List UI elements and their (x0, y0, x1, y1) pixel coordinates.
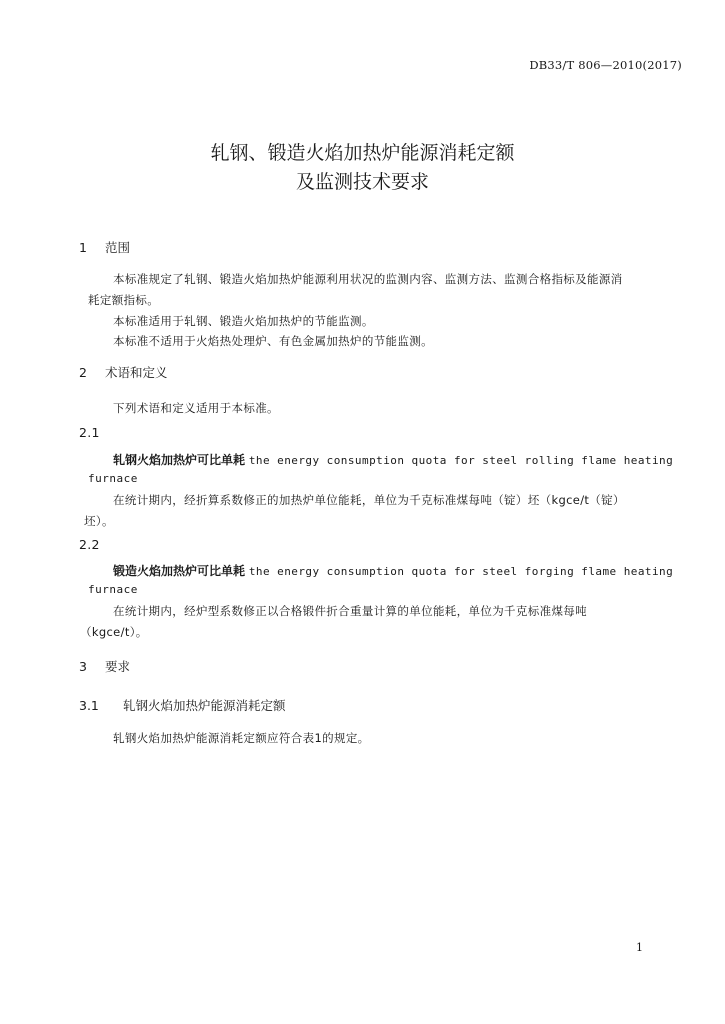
scope-paragraph-2: 本标准适用于轧钢、锻造火焰加热炉的节能监测。 (113, 314, 374, 328)
section-number: 3 (79, 659, 87, 674)
requirement-3-1-text: 轧钢火焰加热炉能源消耗定额应符合表1的规定。 (113, 731, 370, 745)
definition-2-1-line2: 坯）。 (84, 514, 114, 528)
page-number: 1 (636, 941, 643, 954)
section-title: 要求 (105, 659, 131, 674)
subsection-2-2-number: 2.2 (79, 537, 100, 552)
section-number: 2 (79, 365, 87, 380)
definition-2-1-line1: 在统计期内，经折算系数修正的加热炉单位能耗，单位为千克标准煤每吨（锭）坯（kgce/t（锭） (113, 493, 625, 507)
term-chinese: 锻造火焰加热炉可比单耗 (113, 564, 246, 578)
scope-paragraph-3: 本标准不适用于火焰热处理炉、有色金属加热炉的节能监测。 (113, 334, 433, 348)
term-chinese: 轧钢火焰加热炉可比单耗 (113, 453, 246, 467)
term-english: the energy consumption quota for steel forging flame heating (248, 565, 674, 578)
term-2-1-line1 (113, 451, 673, 468)
section-number: 1 (79, 240, 87, 255)
section-3-heading (79, 657, 130, 675)
term-2-1-line2: furnace (88, 472, 138, 485)
section-title: 术语和定义 (105, 365, 168, 380)
term-2-2-line1 (113, 562, 673, 579)
subsection-title: 轧钢火焰加热炉能源消耗定额 (123, 698, 286, 713)
terms-intro: 下列术语和定义适用于本标准。 (113, 401, 279, 415)
standard-code: DB33/T 806—2010(2017) (529, 58, 682, 72)
term-english: the energy consumption quota for steel rolling flame heating (248, 454, 674, 467)
section-1-heading (79, 238, 130, 256)
subsection-number: 3.1 (79, 698, 99, 713)
definition-2-2-line1: 在统计期内，经炉型系数修正以合格锻件折合重量计算的单位能耗，单位为千克标准煤每吨 (113, 604, 587, 618)
section-title: 范围 (105, 240, 131, 255)
document-title-line1: 轧钢、锻造火焰加热炉能源消耗定额 (210, 142, 515, 164)
term-2-2-line2: furnace (88, 583, 138, 596)
section-2-heading (79, 363, 168, 381)
scope-paragraph-1-line1: 本标准规定了轧钢、锻造火焰加热炉能源利用状况的监测内容、监测方法、监测合格指标及能源消 (113, 272, 623, 286)
definition-2-2-line2: （kgce/t）。 (80, 625, 148, 639)
scope-paragraph-1-line2: 耗定额指标。 (88, 293, 160, 307)
document-title-line2: 及监测技术要求 (295, 171, 429, 193)
subsection-2-1-number: 2.1 (79, 425, 100, 440)
subsection-3-1-heading (79, 696, 286, 714)
